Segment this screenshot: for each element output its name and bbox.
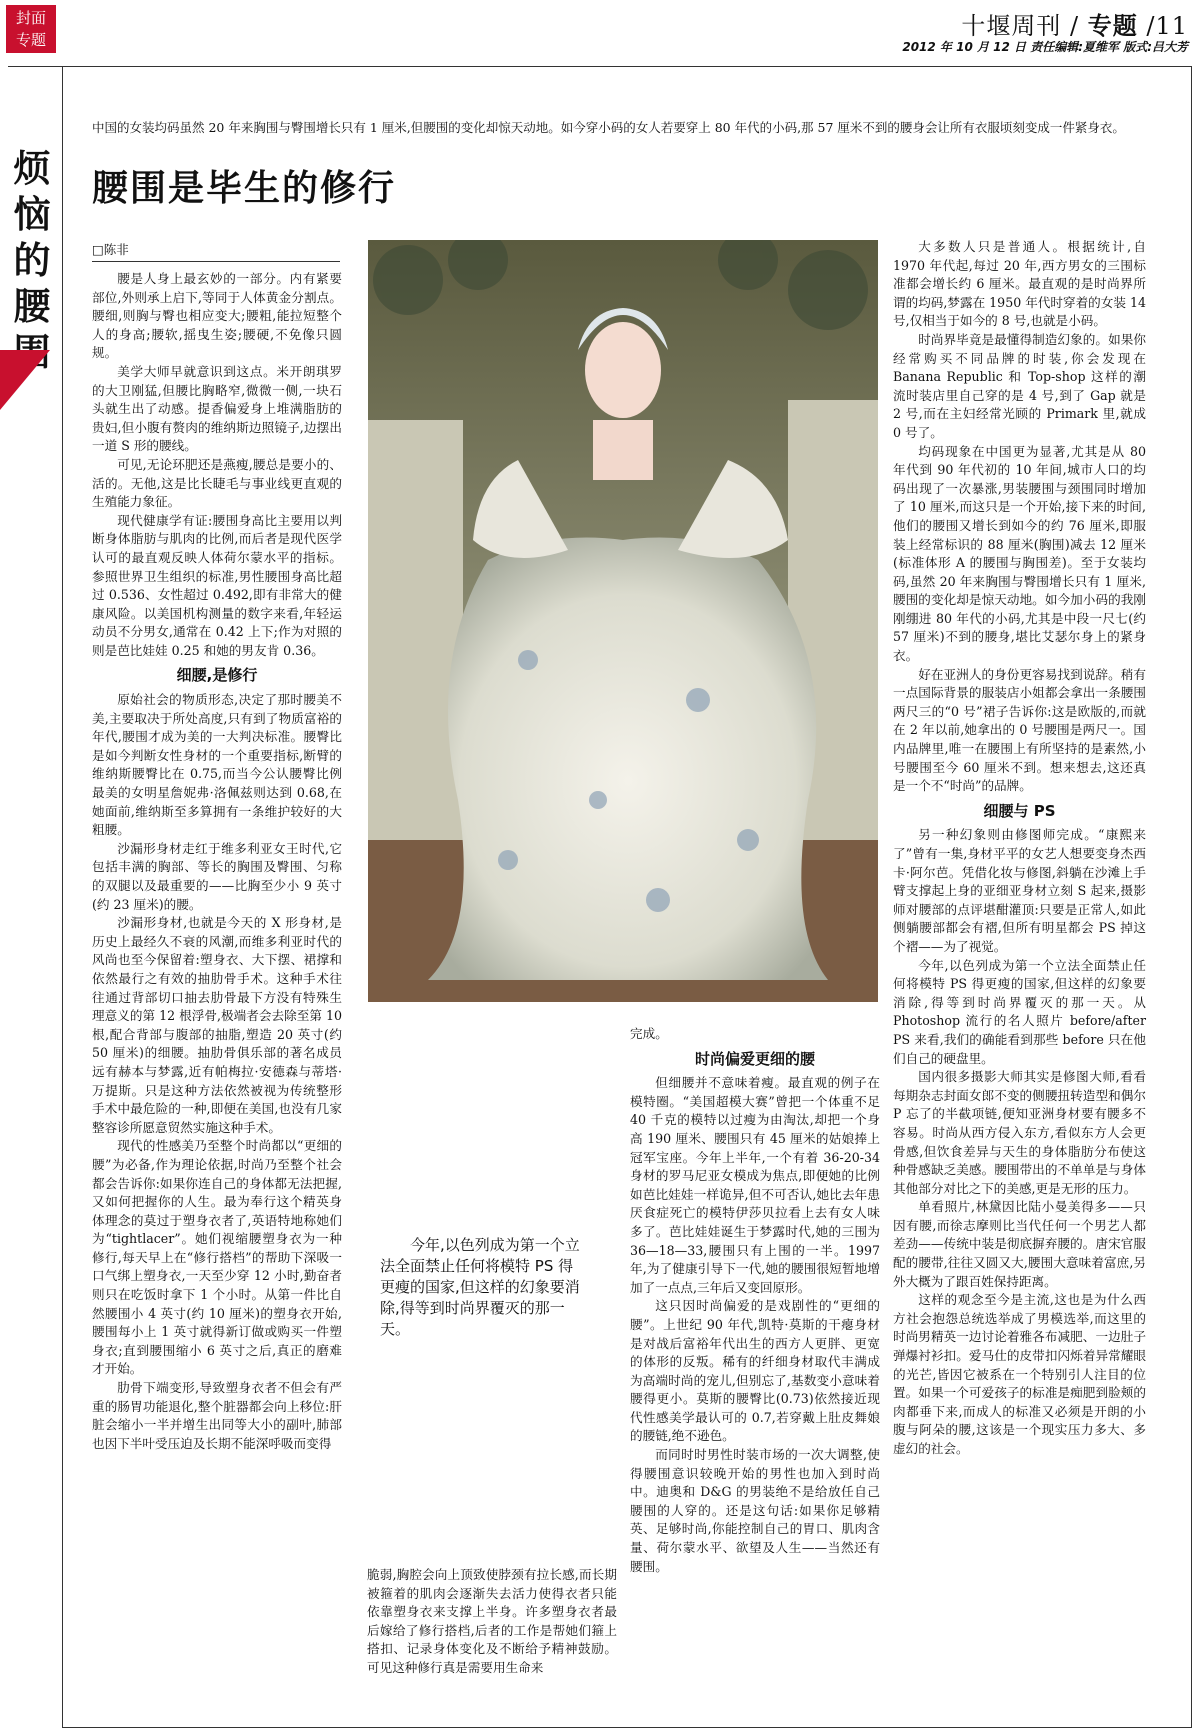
masthead <box>961 6 1188 41</box>
article-column-2 <box>630 1025 880 1576</box>
article-column-3 <box>893 238 1146 1459</box>
page-number: /11 <box>1137 12 1188 40</box>
paragraph: 另一种幻象则由修图师完成。“康熙来了”曾有一集,身材平平的女艺人想要变身杰西卡·阿尔芭。凭借化妆与修图,斜躺在沙滩上手臂支撑起上身的亚细亚身材立刻 S 起来,摄影师对腰部的点评堪酣灌顶:只要是正常人,如此侧躺腰部都会有褶,但所有明星都会 PS 掉这个褶——为了视觉。 <box>893 827 1146 954</box>
red-wedge-decoration <box>0 350 50 410</box>
paragraph: 肋骨下端变形,导致塑身衣者不但会有严重的肠胃功能退化,整个脏器都会向上移位:肝脏会缩小一半并增生出同等大小的副叶,肺部也因下半叶受压迫及长期不能深呼吸而变得 <box>92 1380 342 1451</box>
pull-quote-text: 今年,以色列成为第一个立法全面禁止任何将模特 PS 得更瘦的国家,但这样的幻象要消除,得等到时尚界覆灭的那一天。 <box>380 1236 580 1338</box>
article-column-1 <box>92 270 342 1453</box>
paragraph: 沙漏形身材走红于维多利亚女王时代,它包括丰满的胸部、等长的胸围及臀围、匀称的双腿以及最重要的——比胸至少小 9 英寸(约 23 厘米)的腰。 <box>92 840 342 912</box>
paragraph: 现代的性感美乃至整个时尚都以“更细的腰”为必备,作为理论依据,时尚乃至整个社会都会告诉你:如果你连自己的身体都无法把握,又如何把握你的人生。最为奉行这个精英身体理念的莫过于塑身衣者了,英语特地称她们为“tightlacer”。她们视缩腰塑身衣为一种修行,每天早上在“修行搭档”的帮助下深吸一口气绑上塑身衣,一天至少穿 12 小时,勤奋者则只在吃饭时拿下 1 个小时。从第一件比自然腰围小 4 英寸(约 10 厘米)的塑身衣开始,腰围每小上 1 英寸就得新订做或购买一件塑身衣;直到腰围缩小 6 英寸之后,真正的磨难才开始。 <box>92 1138 342 1377</box>
paragraph: 沙漏形身材,也就是今天的 X 形身材,是历史上最经久不衰的风潮,而维多利亚时代的风尚也至今保留着:塑身衣、大下摆、裙撑和依然最行之有效的抽肋骨手术。这种手术往往通过背部切口抽去肋骨最下方没有特殊生理意义的第 12 根浮骨,极端者会去除至第 10 根,配合背部与腹部的抽脂,塑造 20 英寸(约 50 厘米)的细腰。抽肋骨俱乐部的著名成员远有赫本与梦露,近有帕梅拉·安德森与蒂塔·万提斯。只是这种方法依然被视为传统整形手术中最危险的一种,即便在美国,也没有几家整容诊所愿意贸然实施这种手术。 <box>92 915 342 1135</box>
paragraph: 这只因时尚偏爱的是戏剧性的“更细的腰”。上世纪 90 年代,凯特·莫斯的干瘪身材是对战后富裕年代出生的西方人更胖、更宽的体形的反叛。稀有的纤细身材取代丰满成为高端时尚的宠儿,但别忘了,基数变小意味着腰得更小。莫斯的腰臀比(0.73)依然接近现代性感美学最认可的 0.7,若穿戴上肚皮舞娘的腰链,绝不逊色。 <box>630 1298 880 1444</box>
paragraph: 美学大师早就意识到这点。米开朗琪罗的大卫刚猛,但腰比胸略窄,微微一侧,一块石头就生出了动感。提香偏爱身上堆满脂肪的贵妇,但小腹有赘肉的维纳斯边照镜子,边摆出一道 S 形的腰线。 <box>92 363 342 454</box>
vertical-kicker: 烦恼的腰围 <box>13 146 51 374</box>
byline: □陈非 <box>92 240 340 262</box>
badge-line1: 封面 <box>15 9 46 27</box>
subheading: 细腰,是修行 <box>176 666 258 685</box>
paragraph: 时尚界毕竟是最懂得制造幻象的。如果你经常购买不同品牌的时装,你会发现在 Banana Republic 和 Top-shop 这样的潮流时装店里自己穿的是 4 号,到了 Gap 就是 2 号,而在主妇经常光顾的 Primark 里,就成 0 号了。 <box>893 331 1146 440</box>
paragraph: 可见,无论环肥还是燕瘦,腰总是要小的、活的。无他,这是比长睫毛与事业线更直观的生殖能力象征。 <box>92 456 342 510</box>
paragraph: 脆弱,胸腔会向上顶致使脖颈有拉长感,而长期被箍着的肌肉会逐渐失去活力使得衣者只能依靠塑身衣来支撑上半身。许多塑身衣者最后嫁给了修行搭档,后者的工作是帮她们箍上搭扣、记录身体变化及不断给予精神鼓励。可见这种修行真是需要用生命来 <box>367 1567 617 1675</box>
fashion-photo <box>368 240 878 1002</box>
paragraph: 均码现象在中国更为显著,尤其是从 80 年代到 90 年代初的 10 年间,城市人口的均码出现了一次暴涨,男装腰围与颈围同时增加了 10 厘米,而这只是一个开始,接下来的时间,他们的腰围又增长到如今的约 76 厘米,即服装上经常标识的 88 厘米(胸围)减去 12 厘米(标准体形 A 的腰围与胸围差)。至于女装均码,虽然 20 年来胸围与臀围增长只有 1 厘米,腰围的变化却是惊天动地。如今加小码的我刚刚绷进 80 年代的小码,尤其是中段一尺七(约 57 厘米)不到的腰身,堪比艾瑟尔身上的紧身衣。 <box>893 443 1146 664</box>
pull-quote <box>380 1235 580 1340</box>
paragraph: 但细腰并不意味着瘦。最直观的例子在模特圈。“美国超模大赛”曾把一个体重不足 40 千克的模特以过瘦为由淘汰,却把一个身高 190 厘米、腰围只有 45 厘米的姑娘捧上冠军宝座。今年上半年,一个有着 36-20-34 身材的罗马尼亚女模成为焦点,即便她的比例如芭比娃娃一样诡异,但不可否认,她比去年患厌食症死亡的模特伊莎贝拉看上去有女人味多了。芭比娃娃诞生于梦露时代,她的三围为 36—18—33,腰围只有上围的一半。1997 年,为了健康引导下一代,她的腰围很短暂地增加了一点点,三年后又变回原形。 <box>630 1075 880 1295</box>
frame-right-rule <box>1191 66 1192 1728</box>
article-column-continuation <box>367 1566 617 1678</box>
paper-name: 十堰周刊 / <box>961 12 1088 40</box>
paragraph: 今年,以色列成为第一个立法全面禁止任何将模特 PS 得更瘦的国家,但这样的幻象要消除,得等到时尚界覆灭的那一天。从 Photoshop 流行的名人照片 before/after PS 来看,我们的确能看到那些 before 只在他们自己的硬盘里。 <box>893 957 1146 1066</box>
badge-line2: 专题 <box>15 31 46 49</box>
paragraph: 原始社会的物质形态,决定了那时腰美不美,主要取决于所处高度,只有到了物质富裕的年代,腰围才成为美的一大判决标准。腰臀比是如今判断女性身材的一个重要指标,断臂的维纳斯腰臀比在 0.75,而当今公认腰臀比例最美的女明星詹妮弗·洛佩兹则达到 0.68,在她面前,维纳斯至多算拥有一条维护较好的大粗腰。 <box>92 692 342 838</box>
subheading: 细腰与 PS <box>983 801 1056 820</box>
page-title: 腰围是毕生的修行 <box>92 167 397 209</box>
paragraph: 现代健康学有证:腰围身高比主要用以判断身体脂肪与肌肉的比例,而后者是现代医学认可的最直观反映人体荷尔蒙水平的指标。参照世界卫生组织的标准,男性腰围身高比超过 0.536、女性超过 0.492,即有非常大的健康风险。以美国机构测量的数字来看,年轻运动员不分男女,通常在 0.42 上下;作为对照的则是芭比娃娃 0.25 和她的男友肯 0.36。 <box>92 512 342 658</box>
paragraph: 好在亚洲人的身份更容易找到说辞。稍有一点国际背景的服装店小姐都会拿出一条腰围两尺三的“0 号”裙子告诉你:这是欧版的,而就在 2 年以前,她拿出的 0 号腰围是两尺一。国内品牌里,唯一在腰围上有所坚持的是素然,小号腰围至今 60 厘米不到。想来想去,这还真是一个不“时尚”的品牌。 <box>893 666 1146 794</box>
section-badge <box>6 5 56 53</box>
section-name: 专题 <box>1087 11 1138 40</box>
fashion-photo-icon <box>368 240 878 1002</box>
paragraph: 国内很多摄影大师其实是修图大师,看看每期杂志封面女郎不变的侧腰扭转造型和偶尔 P 忘了的半截项链,便知亚洲身材要有腰多不容易。时尚从西方侵入东方,看似东方人会更骨感,但饮食差异与天生的身体脂肪分布使这种骨感缺乏美感。腰围带出的不单单是与身体其他部分对比之下的美感,更是无形的压力。 <box>893 1069 1146 1196</box>
paragraph: 而同时时男性时装市场的一次大调整,使得腰围意识较晚开始的男性也加入到时尚中。迪奥和 D&G 的男装绝不是给放任自己腰围的人穿的。还是这句话:如果你足够精英、足够时尚,你能控制自己的胃口、肌肉含量、荷尔蒙水平、欲望及人生——当然还有腰围。 <box>630 1447 880 1574</box>
dateline: 2012 年 10 月 12 日 责任编辑:夏维军 版式:吕大芳 <box>902 40 1188 54</box>
paragraph: 这样的观念至今是主流,这也是为什么西方社会抱怨总统选举成了男模选举,而这里的时尚男精英一边讨论着雅各布减肥、一边肚子弹爆衬衫扣。爱马仕的皮带扣闪烁着异常耀眼的光芒,皆因它被系在一个特别引人注目的位置。如果一个可爱孩子的标准是痴肥到脸颊的肉都垂下来,而成人的标准又必须是开朗的小腹与阿朵的腰,这该是一个现实压力多大、多虚幻的社会。 <box>893 1292 1146 1456</box>
paragraph: 完成。 <box>630 1026 668 1041</box>
paragraph: 腰是人身上最玄妙的一部分。内有紧要部位,外则承上启下,等同于人体黄金分割点。腰细,则胸与臀也相应变大;腰粗,能拉短整个人的身高;腰软,摇曳生姿;腰硬,不免像只圆规。 <box>92 271 342 361</box>
article-deck: 中国的女装均码虽然 20 年来胸围与臀围增长只有 1 厘米,但腰围的变化却惊天动地。如今穿小码的女人若要穿上 80 年代的小码,那 57 厘米不到的腰身会让所有衣服顷刻变成一件紧身衣。 <box>92 120 1125 135</box>
paragraph: 大多数人只是普通人。根据统计,自 1970 年代起,每过 20 年,西方男女的三围标准都会增长约 6 厘米。最直观的是时尚界所谓的均码,梦露在 1950 年代时穿着的女装 14 号,仅相当于如今的 8 号,也就是小码。 <box>893 239 1146 329</box>
paragraph: 单看照片,林黛因比陆小曼美得多——只因有腰,而徐志摩则比当代任何一个男艺人都差劲——传统中装是彻底摒弃腰的。唐宋官服配的腰带,往往又圆又大,腰围大意味着富庶,另外大概为了跟百姓保持距离。 <box>893 1199 1146 1289</box>
frame-bottom-rule <box>62 1727 1192 1728</box>
frame-left-rule <box>62 66 63 1728</box>
top-rule <box>8 66 1192 67</box>
subheading: 时尚偏爱更细的腰 <box>694 1049 815 1068</box>
